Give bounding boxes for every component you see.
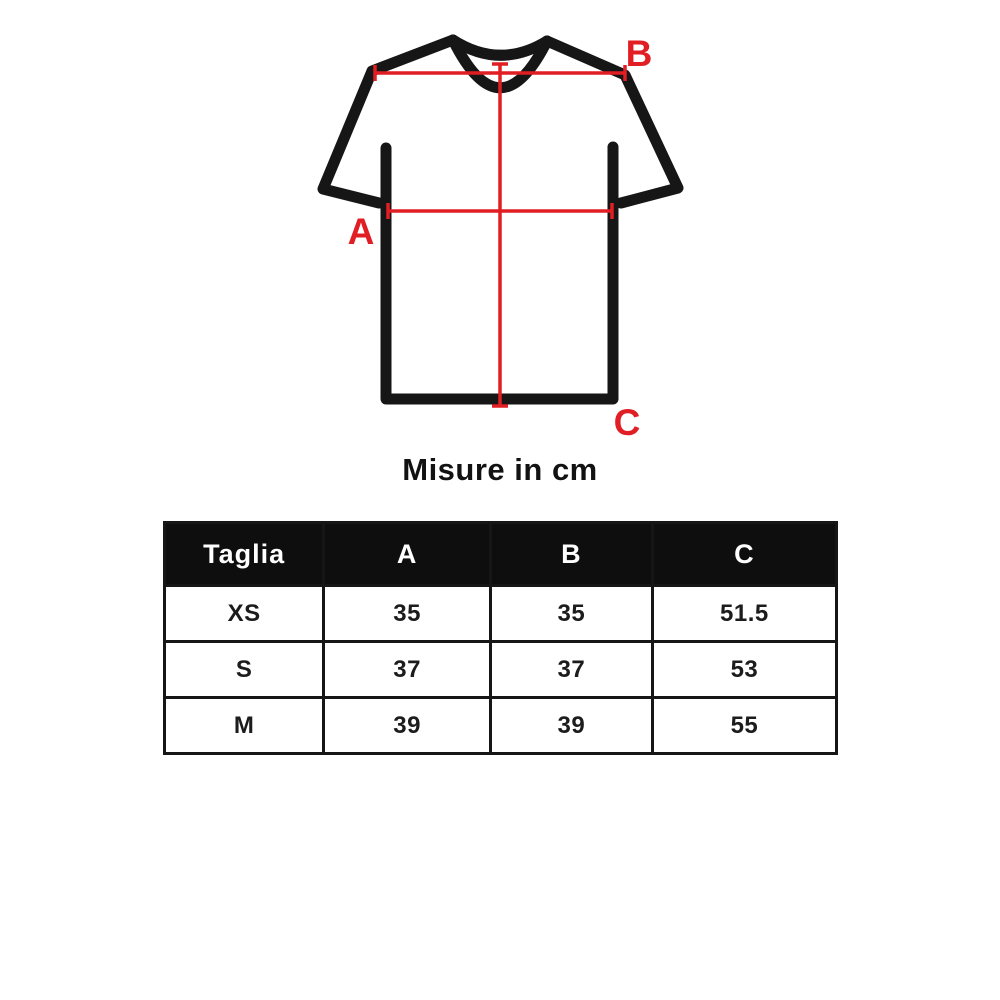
table-row [165,698,837,754]
table-row [165,586,837,642]
page-title: Misure in cm [402,452,598,487]
cell-b: 37 [490,642,652,698]
cell-c: 53 [652,642,836,698]
size-table-container [163,521,838,755]
header-cell-a: A [324,523,491,586]
cell-b: 39 [490,698,652,754]
cell-a: 37 [324,642,491,698]
cell-size: XS [165,586,324,642]
tshirt-collar-top-curve [453,40,547,55]
header-cell-c: C [652,523,836,586]
cell-size: S [165,642,324,698]
cell-size: M [165,698,324,754]
table-row [165,642,837,698]
measure-label-c: C [613,402,641,443]
cell-a: 35 [324,586,491,642]
tshirt-measurement-diagram [0,0,1000,460]
cell-c: 51.5 [652,586,836,642]
size-table-header-row [165,523,837,586]
header-cell-b: B [490,523,652,586]
cell-a: 39 [324,698,491,754]
cell-c: 55 [652,698,836,754]
size-table [163,521,838,755]
measure-label-b: B [625,33,653,74]
header-cell-taglia: Taglia [165,523,324,586]
cell-b: 35 [490,586,652,642]
measure-label-a: A [347,211,375,252]
measure-line-c-length [492,64,508,406]
